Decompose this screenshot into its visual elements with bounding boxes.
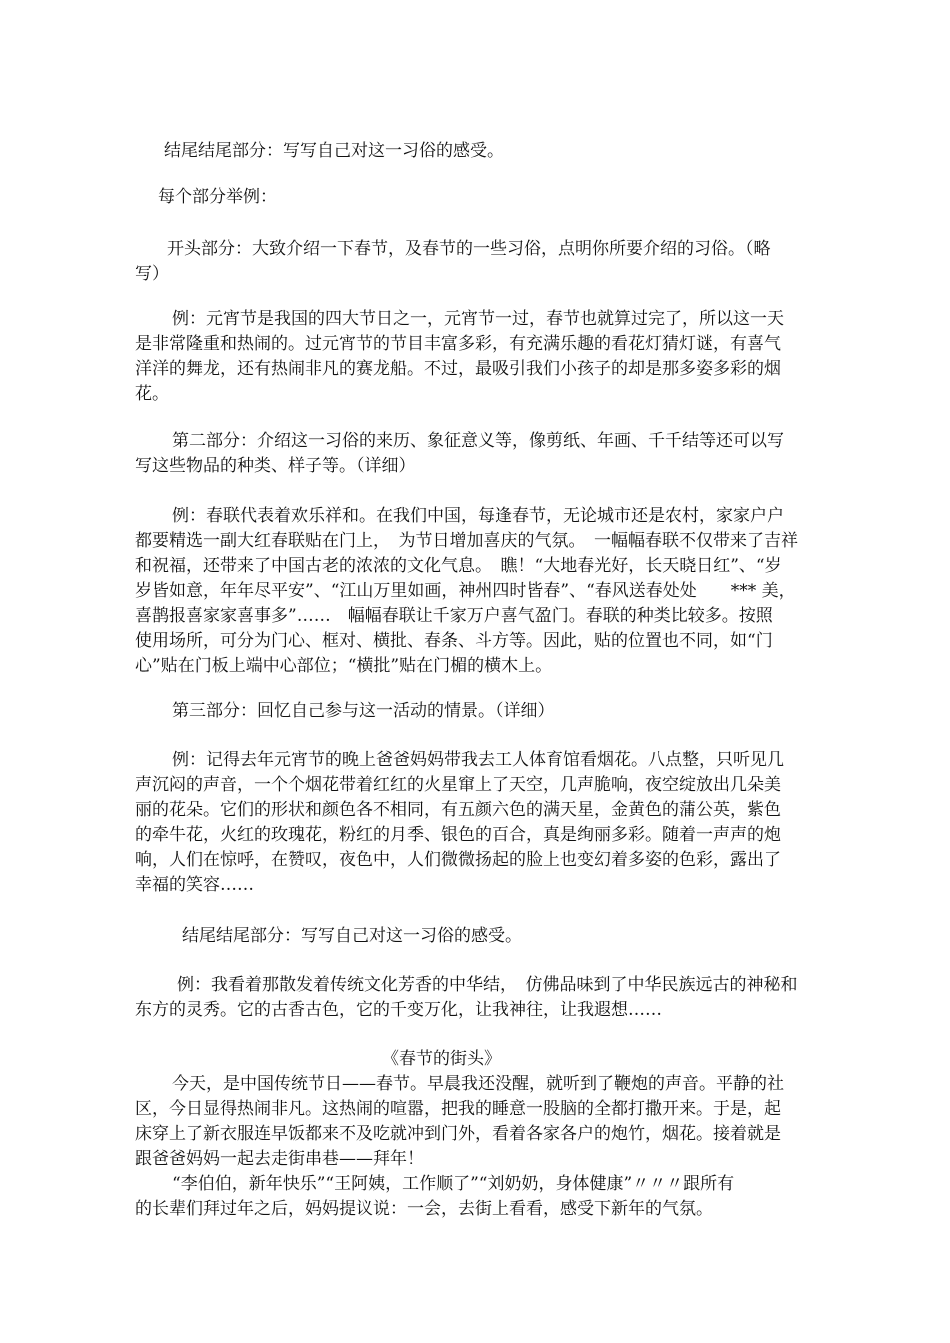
paragraph-opening-part: 开头部分：大致介绍一下春节，及春节的一些习俗，点明你所要介绍的习俗。（略 写） xyxy=(135,239,771,284)
section-ending-heading: 结尾结尾部分：写写自己对这一习俗的感受。 xyxy=(164,141,504,161)
section-ending-heading-repeat: 结尾结尾部分：写写自己对这一习俗的感受。 xyxy=(182,926,522,946)
paragraph-example-lantern: 例：元宵节是我国的四大节日之一，元宵节一过，春节也就算过完了，所以这一天 是非常隆重和热闹的。过元宵节的节目丰富多彩，有充满乐趣的看花灯猜灯谜，有喜气 洋洋的舞龙，还有热闹非凡的赛龙船。不过，最吸引我们小孩子的却是那多姿多彩的烟 花。 xyxy=(135,309,784,404)
paragraph-example-fireworks: 例：记得去年元宵节的晚上爸爸妈妈带我去工人体育馆看烟花。八点整，只听见几 声沉闷的声音，一个个烟花带着红红的火星窜上了天空，几声脆响，夜空绽放出几朵美 丽的花朵。它们的形状和颜色各不相同，有五颜六色的满天星，金黄色的蒲公英，紫色 的牵牛花，火红的玫瑰花，粉红的月季、银色的百合，真是绚丽多彩。随着一声声的炮 响，人们在惊呼，在赞叹，夜色中，人们微微扬起的脸上也变幻着多姿的色彩，露出了 幸福的笑容…… xyxy=(135,750,784,895)
essay-paragraph-greetings: “李伯伯，新年快乐”“王阿姨，工作顺了”“刘奶奶，身体健康”〃〃〃跟所有 的长辈们拜过年之后，妈妈提议说：一会，去街上看看，感受下新年的气氛。 xyxy=(135,1174,735,1219)
paragraph-example-chinese-knot: 例：我看着那散发着传统文化芳香的中华结， 仿佛品味到了中华民族远古的神秘和 东方的灵秀。它的古香古色，它的千变万化，让我神往，让我遐想…… xyxy=(135,975,798,1020)
section-third-part: 第三部分：回忆自己参与这一活动的情景。（详细） xyxy=(172,701,555,721)
examples-heading: 每个部分举例： xyxy=(158,187,277,207)
essay-title: 《春节的街头》 xyxy=(382,1049,501,1069)
paragraph-second-part: 第二部分：介绍这一习俗的来历、象征意义等，像剪纸、年画、千千结等还可以写 写这些物品的种类、样子等。（详细） xyxy=(135,431,784,476)
paragraph-example-couplets: 例：春联代表着欢乐祥和。在我们中国，每逢春节，无论城市还是农村，家家户户 都要精选一副大红春联贴在门上， 为节日增加喜庆的气氛。 一幅幅春联不仅带来了吉祥 和祝福，还带来了中国古老的浓浓的文化气息。 瞧！“大地春光好，长天晓日红”、“岁 岁皆如意，年年尽平安”、“江山万里如画，神州四时皆春”、“春风送春处处 *** 美， 喜鹊报喜家家喜事多”…… 幅幅春联让千家万户喜气盈门。春联的种类比较多。按照 使用场所，可分为门心、框对、横批、春条、斗方等。因此，贴的位置也不同，如“门 心”贴在门板上端中心部位；“横批”贴在门楣的横木上。 xyxy=(135,506,798,676)
essay-paragraph-morning: 今天，是中国传统节日——春节。早晨我还没醒，就听到了鞭炮的声音。平静的社 区，今日显得热闹非凡。这热闹的喧嚣，把我的睡意一股脑的全都打撒开来。于是，起 床穿上了新衣服连早饭都来不及吃就冲到门外，看着各家各户的炮竹，烟花。接着就是 跟爸爸妈妈一起去走街串巷——拜年！ xyxy=(135,1074,784,1169)
